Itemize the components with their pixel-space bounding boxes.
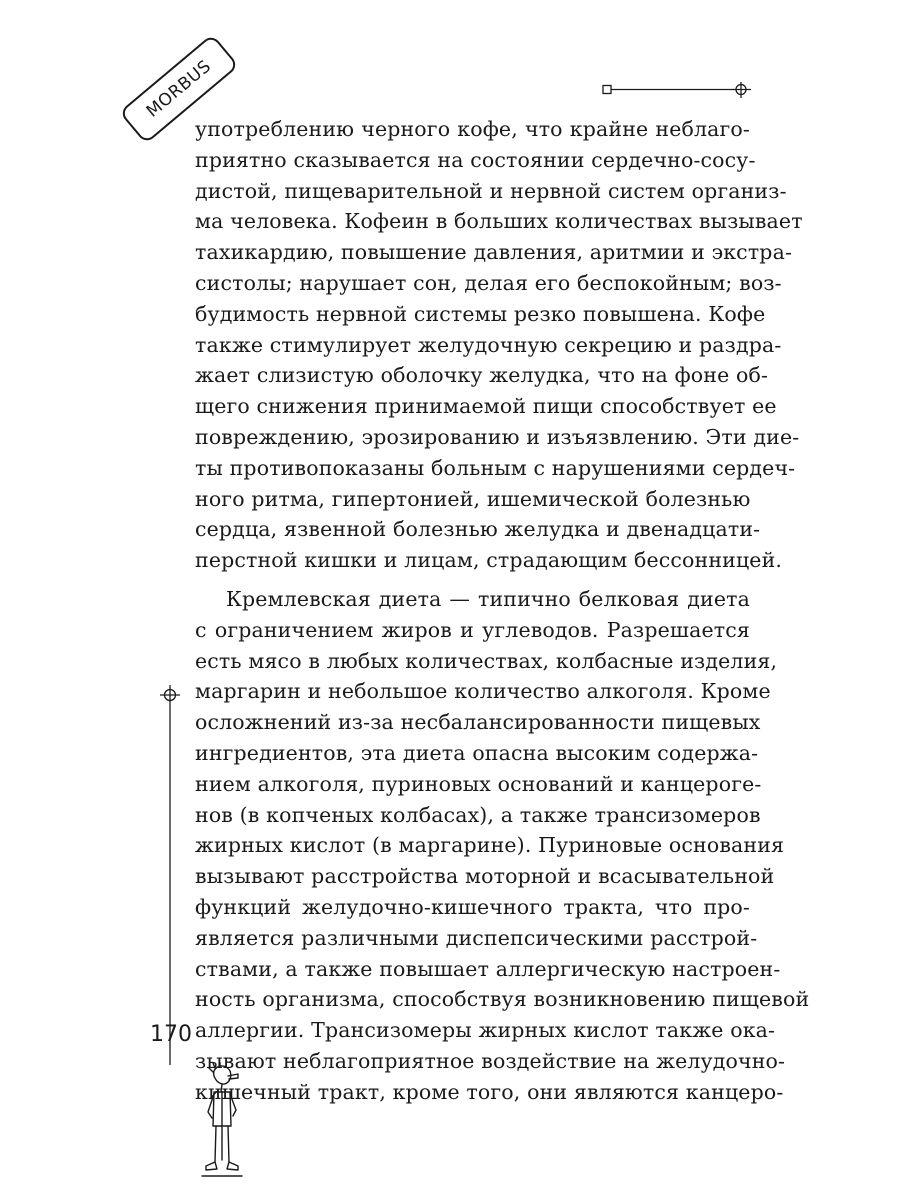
paragraph xyxy=(195,114,803,576)
text-line: приятно сказывается на состоянии сердечно-сосу- xyxy=(195,147,756,172)
text-line: ма человека. Кофеин в больших количествах вызывает xyxy=(195,209,803,234)
text-line: есть мясо в любых количествах, колбасные изделия, xyxy=(195,648,778,673)
text-line: также стимулирует желудочную секрецию и раздра- xyxy=(195,332,782,357)
text-line: осложнений из-за несбалансированности пищевых xyxy=(195,710,761,735)
text-line: является различными диспепсическими расстрой- xyxy=(195,925,758,950)
text-line: ность организма, способствуя возникновению пищевой xyxy=(195,987,810,1012)
text-line: повреждению, эрозированию и изъязвлению. Эти дие- xyxy=(195,424,800,449)
text-line: дистой, пищеварительной и нервной систем организ- xyxy=(195,178,787,203)
text-line: Кремлевская диета — типично белковая диета xyxy=(226,586,750,611)
text-line: щего снижения принимаемой пищи способствует ее xyxy=(195,394,777,419)
text-line: с ограничением жиров и углеводов. Разрешается xyxy=(195,617,750,642)
badge-label: MORBUS xyxy=(142,56,216,122)
doctor-figure-illustration xyxy=(200,1062,244,1184)
text-line: зывают неблагоприятное воздействие на желудочно- xyxy=(195,1048,786,1073)
text-line: ты противопоказаны больным с нарушениями сердеч- xyxy=(195,455,796,480)
text-line: будимость нервной системы резко повышена. Кофе xyxy=(195,301,766,326)
paragraph xyxy=(195,584,810,1108)
text-line: сердца, язвенной болезнью желудка и двенадцати- xyxy=(195,517,761,542)
text-line: функций желудочно-кишечного тракта, что про- xyxy=(195,894,750,919)
text-line: аллергии. Трансизомеры жирных кислот также ока- xyxy=(195,1018,776,1043)
left-rule-crosshair xyxy=(158,683,182,1065)
text-line: жает слизистую оболочку желудка, что на фоне об- xyxy=(195,363,769,388)
top-rule-crosshair xyxy=(602,82,752,98)
text-line: нием алкоголя, пуриновых оснований и канцероге- xyxy=(195,771,762,796)
text-line: кишечный тракт, кроме того, они являются канцеро- xyxy=(195,1079,784,1104)
text-line: маргарин и небольшое количество алкоголя. Кроме xyxy=(195,679,771,704)
text-line: ствами, а также повышает аллергическую настроен- xyxy=(195,956,781,981)
body-text xyxy=(195,114,810,1108)
page-number: 170 xyxy=(150,1022,192,1047)
text-line: вызывают расстройства моторной и всасывательной xyxy=(195,864,775,889)
text-line: жирных кислот (в маргарине). Пуриновые основания xyxy=(195,833,785,858)
text-line: употреблению черного кофе, что крайне неблаго- xyxy=(195,117,750,141)
text-line: тахикардию, повышение давления, аритмии и экстра- xyxy=(195,240,793,265)
text-line: ингредиентов, эта диета опасна высоким содержа- xyxy=(195,740,759,765)
text-line: систолы; нарушает сон, делая его беспокойным; воз- xyxy=(195,270,782,295)
text-line: нов (в копченых колбасах), а также трансизомеров xyxy=(195,802,761,827)
text-line: перстной кишки и лицам, страдающим бессонницей. xyxy=(195,548,783,573)
text-line: ного ритма, гипертонией, ишемической болезнью xyxy=(195,486,751,511)
